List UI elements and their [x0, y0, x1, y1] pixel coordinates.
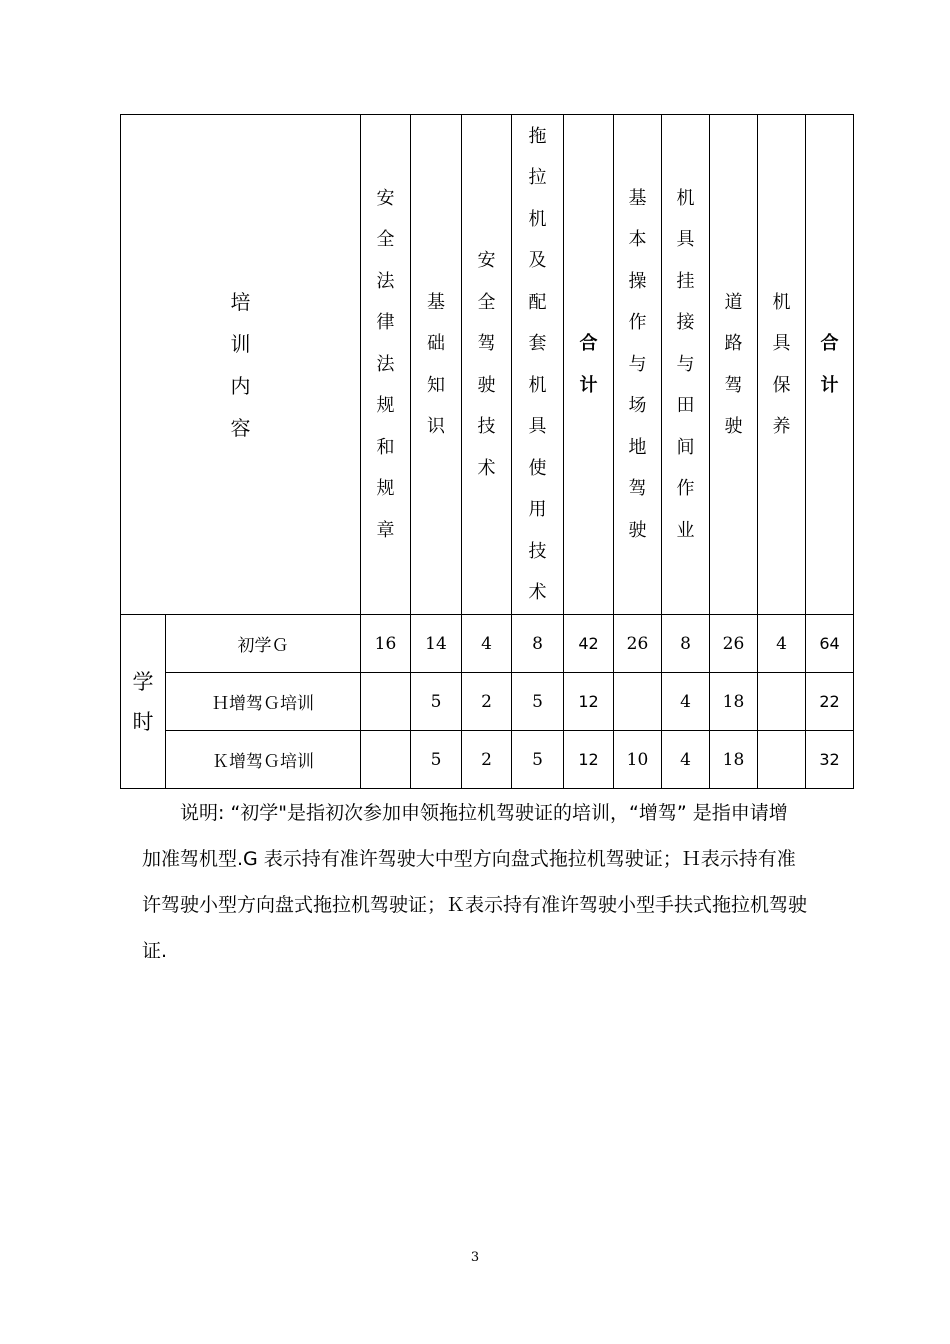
col-header: [614, 115, 662, 615]
cell: 5: [411, 673, 462, 731]
cell: 8: [512, 615, 564, 673]
col-header-char: 驾: [628, 478, 647, 500]
col-header-char: 挂: [676, 270, 695, 292]
col-header-char: 规: [376, 395, 395, 417]
col-header-label: [411, 282, 461, 448]
col-header-char: 机: [528, 208, 547, 230]
row-label: 初学Ｇ: [166, 615, 361, 673]
col-header-label: [361, 178, 410, 552]
col-header-char: 术: [477, 457, 496, 479]
col-header-label: [614, 178, 661, 552]
page-number: 3: [470, 1250, 480, 1265]
explanation-notes: [142, 790, 832, 974]
col-header-label: [564, 323, 613, 406]
col-header-char: 作: [628, 312, 647, 334]
col-header: [361, 115, 411, 615]
col-header-label: [512, 116, 563, 614]
cell-total: 12: [564, 673, 614, 731]
cell-total: 32: [806, 731, 854, 789]
col-header-char: 法: [376, 353, 395, 375]
col-header-char: 拉: [528, 167, 547, 188]
col-header: [710, 115, 758, 615]
cell: 18: [710, 731, 758, 789]
cell-total: 64: [806, 615, 854, 673]
row-label: Ｈ增驾Ｇ培训: [166, 673, 361, 731]
col-header-char: 本: [628, 229, 647, 251]
col-header: [564, 115, 614, 615]
cell: [758, 731, 806, 789]
col-header-char: 知: [427, 374, 445, 396]
col-header-char: 接: [676, 312, 695, 334]
col-header-char: 及: [528, 250, 547, 271]
cell: 10: [614, 731, 662, 789]
col-header-char: 合: [579, 333, 598, 354]
cell: 26: [614, 615, 662, 673]
cell: 14: [411, 615, 462, 673]
cell: 5: [512, 731, 564, 789]
col-header-char: 与: [676, 353, 695, 375]
col-header-char: 机: [676, 187, 695, 209]
col-header-char: 拖: [528, 125, 547, 147]
table-row: [121, 615, 854, 673]
col-header-label: [662, 178, 709, 552]
col-header: [806, 115, 854, 615]
col-header-char: 操: [628, 270, 647, 292]
col-header-char: 具: [528, 416, 547, 437]
table-row: [121, 673, 854, 731]
col-header-label: [462, 240, 511, 489]
col-header-char: 使: [528, 457, 547, 479]
cell: 4: [662, 673, 710, 731]
cell: [614, 673, 662, 731]
cell-total: 12: [564, 731, 614, 789]
cell-total: 42: [564, 615, 614, 673]
col-header-char: 计: [579, 374, 598, 396]
col-header-char: 础: [427, 333, 445, 354]
col-header-char: 基: [427, 291, 445, 313]
col-header-char: 地: [628, 436, 647, 458]
col-header: [462, 115, 512, 615]
col-header-char: 和: [376, 436, 395, 458]
col-header-char: 场: [628, 395, 647, 417]
col-header-char: 法: [376, 270, 395, 292]
col-header-char: 律: [376, 312, 395, 334]
note-line: 许驾驶小型方向盘式拖拉机驾驶证；Ｋ表示持有准许驾驶小型手扶式拖拉机驾驶: [142, 894, 808, 916]
note-line: 说明: “初学"是指初次参加申领拖拉机驾驶证的培训，“增驾” 是指申请增: [180, 802, 788, 824]
cell: 5: [411, 731, 462, 789]
col-header-char: 安: [477, 250, 496, 271]
col-header-char: 养: [772, 416, 791, 437]
cell: [361, 731, 411, 789]
col-header-char: 具: [676, 229, 695, 251]
col-header-char: 用: [528, 499, 547, 520]
row-group-cell: [121, 615, 166, 789]
col-header-char: 技: [477, 416, 496, 437]
col-header-char: 道: [724, 291, 743, 313]
col-header: [512, 115, 564, 615]
cell: 5: [512, 673, 564, 731]
col-header-char: 田: [676, 395, 695, 417]
cell: 2: [462, 731, 512, 789]
cell: 4: [662, 731, 710, 789]
col-header-label: [758, 282, 805, 448]
col-header-char: 业: [676, 519, 695, 541]
col-header: [758, 115, 806, 615]
note-line: 证.: [142, 940, 168, 962]
cell: [361, 673, 411, 731]
col-header-char: 术: [528, 582, 547, 603]
col-header-char: 驶: [628, 519, 647, 541]
col-header-char: 驾: [477, 333, 496, 354]
col-header-char: 规: [376, 478, 395, 500]
cell: 16: [361, 615, 411, 673]
table-row: [121, 731, 854, 789]
col-header-char: 套: [528, 333, 547, 354]
col-header-char: 驾: [724, 374, 743, 396]
col-header-char: 作: [676, 478, 695, 500]
col-header-label: [806, 323, 853, 406]
col-header-char: 章: [376, 519, 395, 541]
col-header-char: 计: [820, 374, 839, 396]
cell: 26: [710, 615, 758, 673]
training-hours-table: [120, 114, 854, 789]
col-header-char: 安: [376, 187, 395, 209]
col-header-char: 全: [376, 229, 395, 251]
row-label: Ｋ增驾Ｇ培训: [166, 731, 361, 789]
col-header-char: 全: [477, 291, 496, 313]
col-header-char: 机: [528, 374, 547, 396]
cell: 4: [462, 615, 512, 673]
row-group-label: 学 时: [132, 669, 154, 734]
col-header-char: 技: [528, 540, 547, 562]
cell: 4: [758, 615, 806, 673]
col-header-char: 机: [772, 291, 791, 313]
cell: 8: [662, 615, 710, 673]
cell: 18: [710, 673, 758, 731]
col-header-char: 驶: [477, 374, 496, 396]
col-header-char: 具: [772, 333, 791, 354]
col-header: [662, 115, 710, 615]
col-header-char: 配: [528, 291, 547, 313]
col-header-char: 保: [772, 374, 791, 396]
col-header-char: 与: [628, 353, 647, 375]
col-header-char: 基: [628, 187, 647, 209]
col-header-char: 间: [676, 436, 695, 458]
note-line: 加准驾机型.G 表示持有准许驾驶大中型方向盘式拖拉机驾驶证；Ｈ表示持有准: [142, 848, 796, 870]
header-content-label: 培 训 内 容: [230, 289, 251, 440]
cell-total: 22: [806, 673, 854, 731]
header-row: [121, 115, 854, 615]
cell: [758, 673, 806, 731]
cell: 2: [462, 673, 512, 731]
col-header-char: 识: [427, 416, 445, 437]
col-header-char: 驶: [724, 416, 743, 437]
col-header-char: 路: [724, 333, 743, 354]
header-content-cell: [121, 115, 361, 615]
col-header-label: [710, 282, 757, 448]
col-header-char: 合: [820, 333, 839, 354]
col-header: [411, 115, 462, 615]
